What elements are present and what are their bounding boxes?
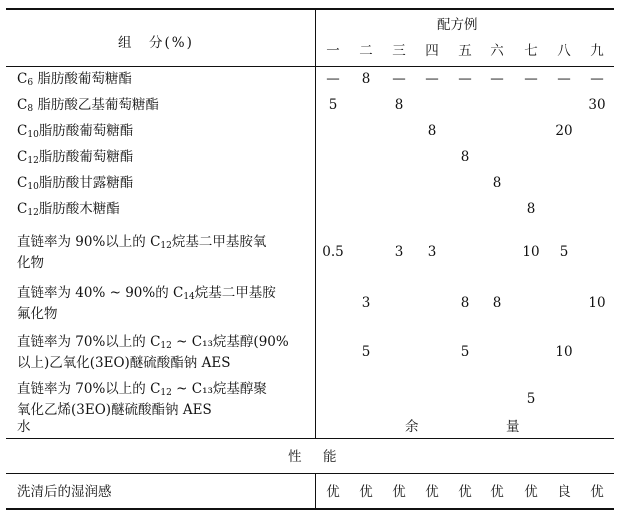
cell-value: 30 bbox=[588, 97, 606, 113]
column-header-7: 七 bbox=[524, 43, 538, 59]
cell-value: 3 bbox=[427, 244, 437, 260]
component-name-line2: 氟化物 bbox=[17, 306, 58, 322]
cell-value: — bbox=[326, 71, 340, 87]
performance-value: 优 bbox=[590, 484, 604, 500]
water-label: 水 bbox=[17, 419, 31, 435]
component-name: 直链率为 40% ~ 90%的 $C_{14}$烷基二甲基胺 bbox=[17, 285, 276, 302]
component-name: $C_{12}$脂肪酸葡萄糖酯 bbox=[17, 149, 134, 166]
cell-value: — bbox=[524, 71, 538, 87]
cell-value: 10 bbox=[522, 244, 540, 260]
rule-top bbox=[6, 8, 614, 10]
performance-value: 优 bbox=[326, 484, 340, 500]
cell-value: 8 bbox=[394, 97, 404, 113]
column-header-3: 三 bbox=[392, 43, 406, 59]
formula-header: 配方例 bbox=[437, 17, 478, 33]
cell-value: 8 bbox=[460, 149, 470, 165]
component-name: $C_8$ 脂肪酸乙基葡萄糖酯 bbox=[17, 97, 159, 114]
cell-value: — bbox=[458, 71, 472, 87]
component-header: 组 分(%) bbox=[118, 35, 194, 51]
performance-row-label: 洗清后的湿润感 bbox=[17, 484, 112, 500]
column-header-5: 五 bbox=[458, 43, 472, 59]
cell-value: — bbox=[590, 71, 604, 87]
water-balance-1: 余 bbox=[405, 419, 419, 435]
column-header-6: 六 bbox=[490, 43, 504, 59]
component-name: $C_{12}$脂肪酸木糖酯 bbox=[17, 201, 120, 218]
component-name: 直链率为 90%以上的 $C_{12}$烷基二甲基胺氧 bbox=[17, 234, 267, 251]
component-name: 直链率为 70%以上的 $C_{12}$ ~ C₁₃烷基醇聚 bbox=[17, 381, 267, 398]
cell-value: — bbox=[490, 71, 504, 87]
cell-value: 5 bbox=[559, 244, 569, 260]
rule-bottom bbox=[6, 508, 614, 510]
cell-value: 8 bbox=[427, 123, 437, 139]
cell-value: 8 bbox=[492, 295, 502, 311]
rule-header-bottom bbox=[6, 66, 614, 67]
performance-value: 良 bbox=[557, 484, 571, 500]
column-header-4: 四 bbox=[425, 43, 439, 59]
cell-value: 8 bbox=[526, 201, 536, 217]
rule-performance-top bbox=[6, 473, 614, 474]
cell-value: 3 bbox=[394, 244, 404, 260]
performance-value: 优 bbox=[490, 484, 504, 500]
performance-title: 性 能 bbox=[288, 449, 341, 465]
component-name-line2: 氧化乙烯(3EO)醚硫酸酯钠 AES bbox=[17, 402, 212, 418]
component-name-line2: 以上)乙氧化(3EO)醚硫酸酯钠 AES bbox=[17, 355, 231, 371]
cell-value: 20 bbox=[555, 123, 573, 139]
column-divider-lower bbox=[315, 473, 316, 509]
cell-value: — bbox=[557, 71, 571, 87]
column-header-2: 二 bbox=[359, 43, 373, 59]
component-name-line2: 化物 bbox=[17, 255, 44, 271]
cell-value: 5 bbox=[526, 391, 536, 407]
performance-value: 优 bbox=[392, 484, 406, 500]
performance-value: 优 bbox=[425, 484, 439, 500]
column-divider-upper bbox=[315, 9, 316, 439]
rule-body-bottom bbox=[6, 438, 614, 439]
column-header-8: 八 bbox=[557, 43, 571, 59]
water-balance-2: 量 bbox=[506, 419, 520, 435]
component-name: $C_6$ 脂肪酸葡萄糖酯 bbox=[17, 71, 132, 88]
cell-value: 5 bbox=[328, 97, 338, 113]
cell-value: 5 bbox=[361, 344, 371, 360]
cell-value: 8 bbox=[460, 295, 470, 311]
cell-value: 5 bbox=[460, 344, 470, 360]
cell-value: 0.5 bbox=[322, 244, 344, 260]
cell-value: — bbox=[425, 71, 439, 87]
cell-value: 10 bbox=[588, 295, 606, 311]
column-header-9: 九 bbox=[590, 43, 604, 59]
component-name: 直链率为 70%以上的 $C_{12}$ ~ C₁₃烷基醇(90% bbox=[17, 334, 289, 351]
performance-value: 优 bbox=[359, 484, 373, 500]
cell-value: 8 bbox=[361, 71, 371, 87]
performance-value: 优 bbox=[524, 484, 538, 500]
component-name: $C_{10}$脂肪酸葡萄糖酯 bbox=[17, 123, 134, 140]
performance-value: 优 bbox=[458, 484, 472, 500]
component-name: $C_{10}$脂肪酸甘露糖酯 bbox=[17, 175, 134, 192]
cell-value: 10 bbox=[555, 344, 573, 360]
cell-value: 3 bbox=[361, 295, 371, 311]
column-header-1: 一 bbox=[326, 43, 340, 59]
cell-value: — bbox=[392, 71, 406, 87]
cell-value: 8 bbox=[492, 175, 502, 191]
